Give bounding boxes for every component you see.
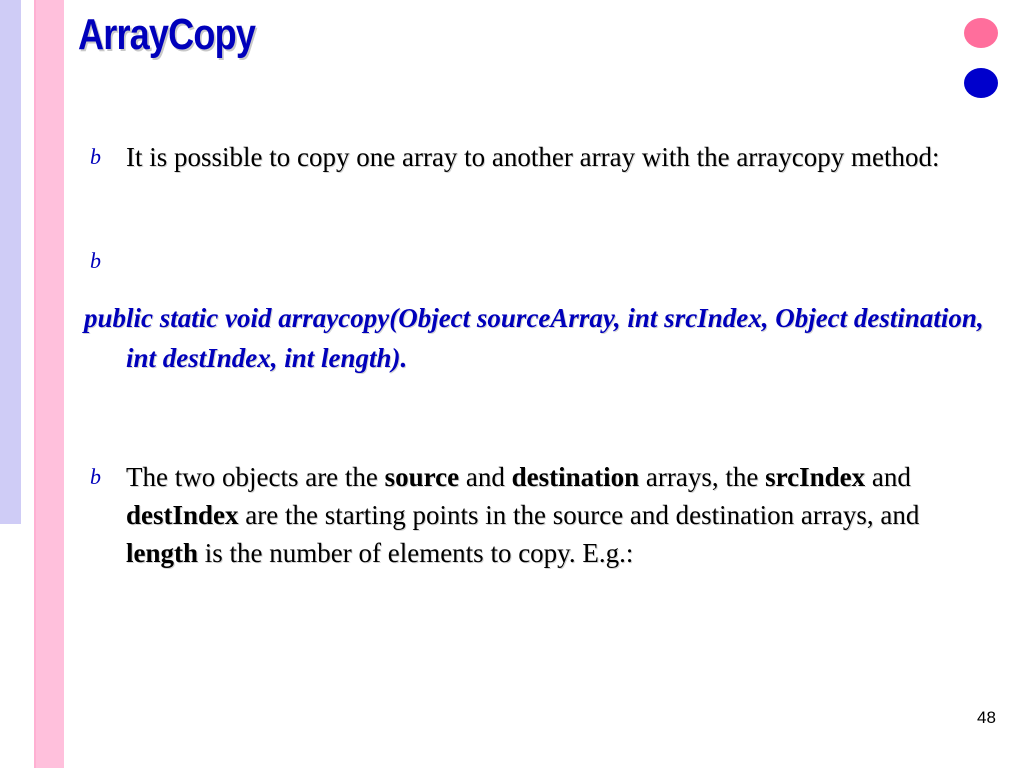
keyword-destindex: destIndex (126, 500, 239, 530)
page-number: 48 (977, 708, 996, 727)
decorative-band-lavender (0, 0, 21, 524)
keyword-destination: destination (511, 462, 640, 492)
bullet-icon: b (90, 248, 101, 273)
bullet-1-text: It is possible to copy one array to another array with the arraycopy method: (126, 142, 940, 172)
text-segment: and (865, 462, 911, 492)
slide-title: ArrayCopy (78, 10, 256, 59)
bullet-3-text (126, 458, 966, 572)
text-segment: and (459, 462, 512, 492)
keyword-length: length (126, 538, 199, 568)
bullet-icon: b (90, 144, 101, 169)
decorative-band-pink-edge (34, 0, 36, 768)
method-signature: public static void arraycopy(Object sourceArray, int srcIndex, Object destination, int destIndex, int length). (84, 303, 984, 373)
keyword-source: source (384, 462, 460, 492)
text-segment: arrays, the (639, 462, 766, 492)
decorative-band-pink (34, 0, 64, 768)
decorative-blue-dot (964, 68, 998, 98)
text-segment: The two objects are the (126, 462, 385, 492)
bullet-icon: b (90, 464, 101, 489)
decorative-pink-dot (964, 18, 998, 48)
text-segment: is the number of elements to copy. E.g.: (198, 538, 634, 568)
text-segment: are the starting points in the source and destination arrays, and (238, 500, 920, 530)
keyword-srcindex: srcIndex (765, 462, 866, 492)
